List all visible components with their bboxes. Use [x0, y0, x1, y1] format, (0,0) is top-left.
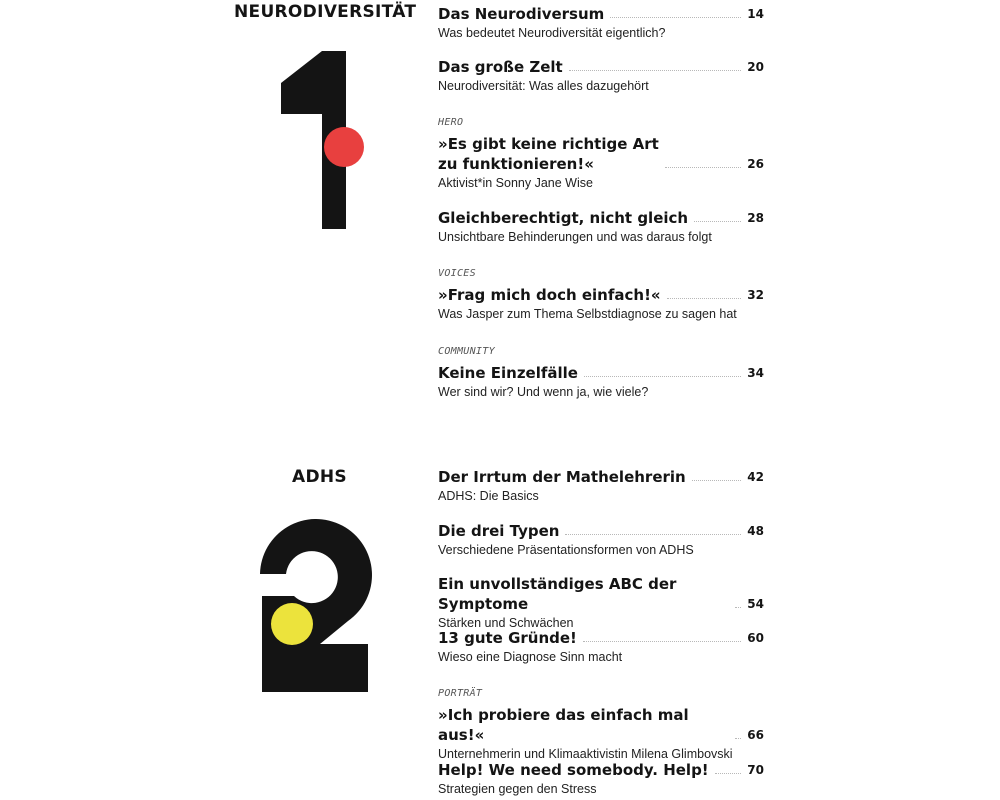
toc-entry[interactable] — [438, 117, 764, 190]
toc-entry[interactable] — [438, 467, 764, 503]
section-2-number-graphic — [258, 516, 378, 696]
entry-subtitle: Unsichtbare Behinderungen und was daraus folgt — [438, 230, 712, 244]
entry-page: 66 — [747, 728, 764, 742]
section-2-title: ADHS — [292, 467, 347, 487]
section-1-title: NEURODIVERSITÄT — [234, 2, 417, 22]
entry-page: 14 — [747, 7, 764, 21]
toc-entry[interactable] — [438, 521, 764, 557]
leader-dots — [665, 167, 742, 168]
toc-entry[interactable] — [438, 628, 764, 664]
entry-page: 60 — [747, 631, 764, 645]
leader-dots — [667, 298, 742, 299]
entry-subtitle: Wer sind wir? Und wenn ja, wie viele? — [438, 385, 649, 399]
entry-page: 28 — [747, 211, 764, 225]
entry-title[interactable]: »Ich probiere das einfach mal aus!« — [438, 706, 689, 744]
entry-subtitle: Unternehmerin und Klimaaktivistin Milena Glimbovski — [438, 747, 733, 761]
entry-subtitle: Stärken und Schwächen — [438, 616, 574, 630]
entry-subtitle: Wieso eine Diagnose Sinn macht — [438, 650, 623, 664]
toc-entry[interactable] — [438, 4, 764, 40]
entry-title[interactable]: Das große Zelt — [438, 58, 563, 76]
toc-entry[interactable] — [438, 57, 764, 93]
section-1-number-graphic — [276, 48, 372, 234]
entry-title[interactable]: »Frag mich doch einfach!« — [438, 286, 661, 304]
yellow-dot-icon — [271, 603, 313, 645]
entry-page: 20 — [747, 60, 764, 74]
leader-dots — [583, 641, 741, 642]
entry-subtitle: Was bedeutet Neurodiversität eigentlich? — [438, 26, 666, 40]
entry-subtitle: Verschiedene Präsentationsformen von ADHS — [438, 543, 694, 557]
entry-title[interactable]: Der Irrtum der Mathelehrerin — [438, 468, 686, 486]
entry-page: 32 — [747, 288, 764, 302]
leader-dots — [569, 70, 742, 71]
entry-subtitle: Strategien gegen den Stress — [438, 782, 597, 796]
leader-dots — [692, 480, 742, 481]
entry-page: 42 — [747, 470, 764, 484]
leader-dots — [565, 534, 741, 535]
leader-dots — [694, 221, 741, 222]
leader-dots — [715, 773, 742, 774]
entry-subtitle: Neurodiversität: Was alles dazugehört — [438, 79, 649, 93]
leader-dots — [735, 607, 741, 608]
toc-entry[interactable] — [438, 760, 764, 796]
entry-page: 54 — [747, 597, 764, 611]
entry-rubric: VOICES — [438, 268, 476, 279]
entry-subtitle: Was Jasper zum Thema Selbstdiagnose zu sagen hat — [438, 307, 737, 321]
entry-page: 26 — [747, 157, 764, 171]
toc-entry[interactable] — [438, 208, 764, 244]
entry-title[interactable]: Keine Einzelfälle — [438, 364, 578, 382]
entry-title[interactable]: »Es gibt keine richtige Art zu funktionieren!« — [438, 135, 659, 173]
entry-title[interactable]: Gleichberechtigt, nicht gleich — [438, 209, 689, 227]
entry-title[interactable]: Das Neurodiversum — [438, 5, 605, 23]
entry-title[interactable]: Ein unvollständiges ABC der Symptome — [438, 575, 677, 613]
leader-dots — [610, 17, 741, 18]
entry-subtitle: ADHS: Die Basics — [438, 489, 539, 503]
toc-entry[interactable] — [438, 574, 764, 630]
entry-title[interactable]: 13 gute Gründe! — [438, 629, 577, 647]
entry-rubric: PORTRÄT — [438, 688, 483, 699]
entry-subtitle: Aktivist*in Sonny Jane Wise — [438, 176, 593, 190]
entry-page: 70 — [747, 763, 764, 777]
red-dot-icon — [324, 127, 364, 167]
entry-rubric: COMMUNITY — [438, 346, 495, 357]
entry-title[interactable]: Help! We need somebody. Help! — [438, 761, 709, 779]
leader-dots — [584, 376, 741, 377]
entry-title[interactable]: Die drei Typen — [438, 522, 560, 540]
entry-page: 48 — [747, 524, 764, 538]
numeral-two-shape — [260, 519, 372, 692]
leader-dots — [735, 738, 741, 739]
toc-entry[interactable] — [438, 346, 764, 399]
entry-page: 34 — [747, 366, 764, 380]
toc-entry[interactable] — [438, 268, 764, 321]
toc-entry[interactable] — [438, 688, 764, 761]
entry-rubric: HERO — [438, 117, 464, 128]
